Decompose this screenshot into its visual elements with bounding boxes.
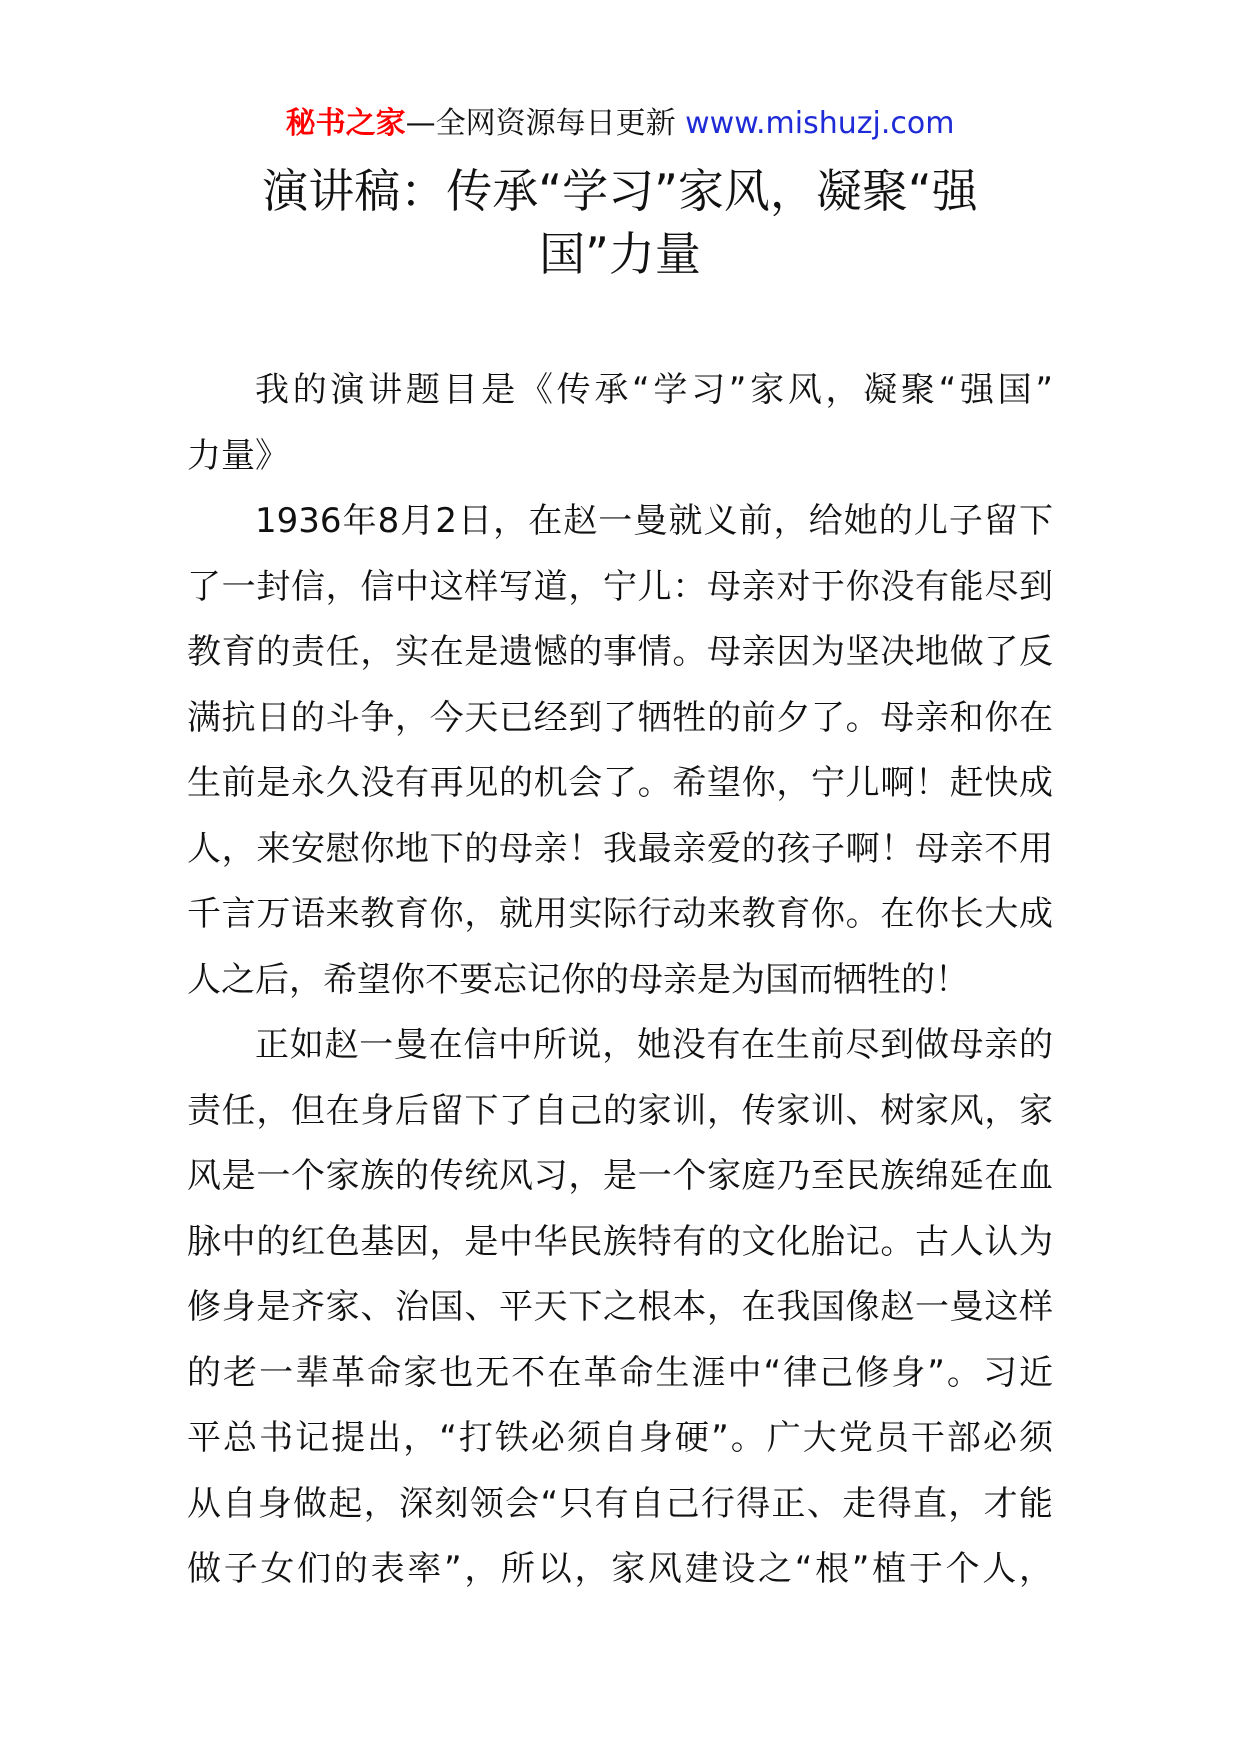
body-line: 人之后，希望你不要忘记你的母亲是为国而牺牲的！ [187, 959, 969, 1000]
body-line: 责任，但在身后留下了自己的家训，传家训、树家风，家 [187, 1090, 1053, 1131]
title-line: 国”力量 [539, 227, 701, 281]
body-line: 平总书记提出，“打铁必须自身硬”。广大党员干部必须 [187, 1418, 1053, 1458]
header-tagline: —全网资源每日更新 [405, 106, 676, 141]
brand-name: 秘书之家 [285, 106, 406, 141]
body-line: 从自身做起，深刻领会“只有自己行得正、走得直，才能 [187, 1483, 1053, 1524]
body-line: 风是一个家族的传统风习，是一个家庭乃至民族绵延在血 [187, 1156, 1053, 1196]
body-line: 的老一辈革命家也无不在革命生涯中“律己修身”。习近 [187, 1352, 1053, 1393]
body-line: 了一封信，信中这样写道，宁儿：母亲对于你没有能尽到 [187, 566, 1053, 607]
body-line: 1936年8月2日，在赵一曼就义前，给她的儿子留下 [255, 501, 1053, 541]
body-line: 生前是永久没有再见的机会了。希望你，宁儿啊！赶快成 [187, 763, 1053, 803]
document-body [187, 358, 1053, 1603]
body-line: 修身是齐家、治国、平天下之根本，在我国像赵一曼这样 [187, 1287, 1053, 1327]
body-line: 力量》 [187, 435, 289, 476]
body-line: 正如赵一曼在信中所说，她没有在生前尽到做母亲的 [255, 1025, 1053, 1065]
title-line: 演讲稿：传承“学习”家风，凝聚“强 [262, 164, 978, 218]
site-header [0, 102, 1240, 146]
body-line: 人，来安慰你地下的母亲！我最亲爱的孩子啊！母亲不用 [187, 828, 1053, 869]
body-line: 脉中的红色基因，是中华民族特有的文化胎记。古人认为 [187, 1221, 1053, 1262]
document-title [200, 160, 1040, 286]
body-line: 教育的责任，实在是遗憾的事情。母亲因为坚决地做了反 [187, 632, 1053, 672]
body-line: 我的演讲题目是《传承“学习”家风，凝聚“强国” [255, 370, 1053, 410]
body-line: 千言万语来教育你，就用实际行动来教育你。在你长大成 [187, 894, 1053, 934]
site-url-link[interactable]: www.mishuzj.com [685, 106, 955, 141]
body-line: 满抗日的斗争，今天已经到了牺牲的前夕了。母亲和你在 [187, 697, 1053, 738]
body-line: 做子女们的表率”，所以，家风建设之“根”植于个人， [187, 1549, 1053, 1589]
